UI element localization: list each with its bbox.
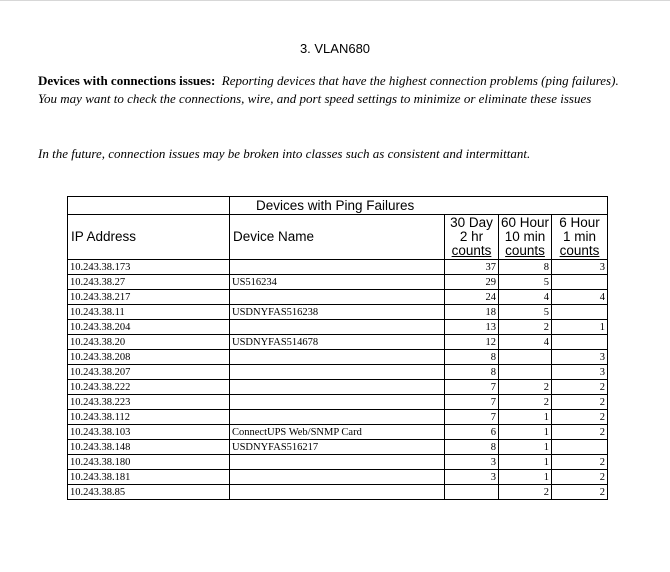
ip-cell: 10.243.38.85 — [68, 485, 230, 500]
ip-cell: 10.243.38.148 — [68, 440, 230, 455]
count-30day-cell: 7 — [445, 395, 499, 410]
section-heading: 3. VLAN680 — [299, 41, 371, 56]
count-6hour-cell — [552, 440, 608, 455]
ip-cell: 10.243.38.223 — [68, 395, 230, 410]
count-30day-cell — [445, 485, 499, 500]
col-header-60hour-line1: 60 Hour — [500, 215, 550, 230]
device-name-cell: ConnectUPS Web/SNMP Card — [230, 425, 445, 440]
count-60hour-cell: 1 — [499, 425, 552, 440]
table-row — [68, 470, 608, 485]
device-name-cell — [230, 470, 445, 485]
count-6hour-cell: 2 — [552, 410, 608, 425]
count-60hour-cell: 8 — [499, 260, 552, 275]
table-row — [68, 290, 608, 305]
count-6hour-cell: 4 — [552, 290, 608, 305]
count-60hour-cell: 2 — [499, 485, 552, 500]
ip-cell: 10.243.38.217 — [68, 290, 230, 305]
device-name-cell — [230, 290, 445, 305]
count-60hour-cell: 1 — [499, 455, 552, 470]
table-title: Devices with Ping Failures — [230, 197, 608, 215]
count-30day-cell: 13 — [445, 320, 499, 335]
device-name-cell — [230, 395, 445, 410]
device-name-cell — [230, 260, 445, 275]
device-name-cell — [230, 410, 445, 425]
count-6hour-cell: 2 — [552, 455, 608, 470]
ip-cell: 10.243.38.112 — [68, 410, 230, 425]
table-row — [68, 395, 608, 410]
intro-description: Reporting devices that have the highest connection problems (ping failures). You may want to check the connections, wire, and port speed settings to minimize or eliminate these issues — [38, 73, 619, 106]
count-30day-cell: 8 — [445, 350, 499, 365]
ip-cell: 10.243.38.20 — [68, 335, 230, 350]
table-row — [68, 335, 608, 350]
device-name-cell — [230, 455, 445, 470]
col-header-60hour — [499, 215, 552, 260]
count-6hour-cell: 2 — [552, 470, 608, 485]
col-header-30day-line3: counts — [451, 243, 492, 258]
count-6hour-cell: 2 — [552, 485, 608, 500]
ip-cell: 10.243.38.27 — [68, 275, 230, 290]
count-60hour-cell: 4 — [499, 335, 552, 350]
count-30day-cell: 18 — [445, 305, 499, 320]
count-60hour-cell: 2 — [499, 320, 552, 335]
count-60hour-cell: 5 — [499, 305, 552, 320]
device-name-cell: USDNYFAS516217 — [230, 440, 445, 455]
table-row — [68, 350, 608, 365]
page-top-border — [0, 0, 670, 1]
count-60hour-cell — [499, 350, 552, 365]
table-title-row — [68, 197, 608, 215]
ip-cell: 10.243.38.180 — [68, 455, 230, 470]
col-header-60hour-line2: 10 min — [504, 229, 546, 244]
count-6hour-cell — [552, 335, 608, 350]
count-6hour-cell: 2 — [552, 395, 608, 410]
col-header-30day — [445, 215, 499, 260]
device-name-cell — [230, 380, 445, 395]
col-header-60hour-line3: counts — [505, 243, 545, 258]
ip-cell: 10.243.38.207 — [68, 365, 230, 380]
column-header-row — [68, 215, 608, 260]
table-row — [68, 365, 608, 380]
device-name-cell: USDNYFAS514678 — [230, 335, 445, 350]
count-30day-cell: 37 — [445, 260, 499, 275]
count-30day-cell: 8 — [445, 365, 499, 380]
count-60hour-cell: 1 — [499, 440, 552, 455]
col-header-6hour-line3: counts — [559, 243, 600, 258]
table-row — [68, 380, 608, 395]
col-header-30day-line1: 30 Day — [450, 215, 493, 230]
count-60hour-cell: 1 — [499, 410, 552, 425]
table-row — [68, 320, 608, 335]
count-30day-cell: 3 — [445, 455, 499, 470]
col-header-6hour-line1: 6 Hour — [559, 215, 600, 230]
count-30day-cell: 29 — [445, 275, 499, 290]
ip-cell: 10.243.38.173 — [68, 260, 230, 275]
table-row — [68, 260, 608, 275]
count-60hour-cell: 2 — [499, 395, 552, 410]
count-6hour-cell: 2 — [552, 380, 608, 395]
count-30day-cell: 8 — [445, 440, 499, 455]
table-row — [68, 410, 608, 425]
count-60hour-cell: 2 — [499, 380, 552, 395]
device-name-cell: USDNYFAS516238 — [230, 305, 445, 320]
count-30day-cell: 7 — [445, 380, 499, 395]
count-6hour-cell: 2 — [552, 425, 608, 440]
count-30day-cell: 3 — [445, 470, 499, 485]
table-row — [68, 440, 608, 455]
count-60hour-cell: 4 — [499, 290, 552, 305]
col-header-6hour-line2: 1 min — [562, 229, 596, 244]
intro-bold-lead: Devices with connections issues: — [38, 73, 216, 88]
col-header-device: Device Name — [230, 215, 445, 260]
title-blank-cell — [68, 197, 230, 215]
table-row — [68, 425, 608, 440]
device-name-cell — [230, 485, 445, 500]
count-30day-cell: 24 — [445, 290, 499, 305]
ip-cell: 10.243.38.208 — [68, 350, 230, 365]
ping-failures-table — [67, 196, 608, 500]
future-note-text: In the future, connection issues may be broken into classes such as consistent and intermittant. — [38, 146, 531, 161]
ip-cell: 10.243.38.11 — [68, 305, 230, 320]
count-6hour-cell: 3 — [552, 260, 608, 275]
table-row — [68, 305, 608, 320]
ip-cell: 10.243.38.103 — [68, 425, 230, 440]
intro-paragraph — [38, 72, 638, 108]
ip-cell: 10.243.38.204 — [68, 320, 230, 335]
col-header-ip: IP Address — [68, 215, 230, 260]
count-60hour-cell: 1 — [499, 470, 552, 485]
table-row — [68, 485, 608, 500]
count-6hour-cell: 3 — [552, 350, 608, 365]
count-6hour-cell: 1 — [552, 320, 608, 335]
count-6hour-cell — [552, 305, 608, 320]
count-60hour-cell: 5 — [499, 275, 552, 290]
table-row — [68, 275, 608, 290]
device-name-cell — [230, 320, 445, 335]
ip-cell: 10.243.38.222 — [68, 380, 230, 395]
count-60hour-cell — [499, 365, 552, 380]
count-30day-cell: 12 — [445, 335, 499, 350]
col-header-30day-line2: 2 hr — [459, 229, 484, 244]
count-6hour-cell — [552, 275, 608, 290]
table-row — [68, 455, 608, 470]
count-30day-cell: 7 — [445, 410, 499, 425]
col-header-6hour — [552, 215, 608, 260]
device-name-cell: US516234 — [230, 275, 445, 290]
future-note-paragraph — [38, 145, 638, 163]
device-name-cell — [230, 365, 445, 380]
count-6hour-cell: 3 — [552, 365, 608, 380]
ip-cell: 10.243.38.181 — [68, 470, 230, 485]
device-name-cell — [230, 350, 445, 365]
count-30day-cell: 6 — [445, 425, 499, 440]
